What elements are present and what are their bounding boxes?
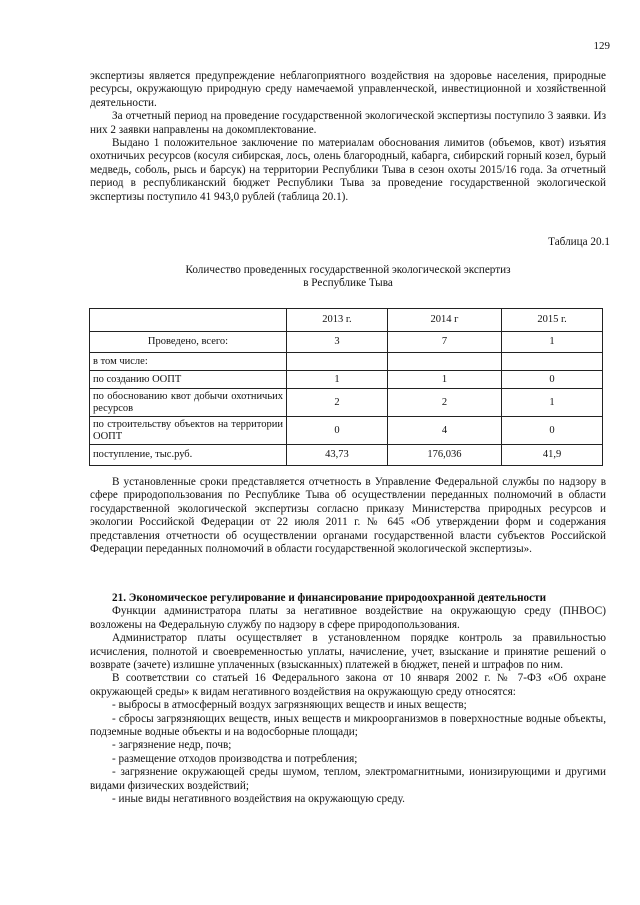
cell: 176,036: [387, 445, 501, 466]
cell: 2: [387, 389, 501, 417]
list-item: - размещение отходов производства и потребления;: [112, 752, 358, 765]
cell: 43,73: [287, 445, 388, 466]
header-cell: 2014 г: [387, 309, 501, 332]
row-label: поступление, тыс.руб.: [90, 445, 287, 466]
reporting-text: [90, 476, 606, 556]
row-label: по строительству объектов на территории ООПТ: [90, 417, 287, 445]
expertise-table: [89, 308, 603, 466]
list-item: - загрязнение окружающей среды шумом, теплом, электромагнитными, ионизирующими и другими видами физических воздействий;: [90, 766, 606, 792]
header-cell: 2013 г.: [287, 309, 388, 332]
paragraph: За отчетный период на проведение государственной экологической экспертизы поступило 3 заявки. Из них 2 заявки направлены на докомплектование.: [90, 110, 606, 136]
intro-text: [90, 70, 606, 204]
cell: 0: [502, 417, 603, 445]
table-header-row: [90, 309, 603, 332]
paragraph: Администратор платы осуществляет в установленном порядке контроль за правильностью исчисления, полнотой и своевременностью уплаты, начисление, учет, взыскание и принятие решений о возврате (зачете) излишне уплаченных (взысканных) платежей в бюджет, пеней и штрафов по ним.: [90, 632, 606, 672]
table-number: Таблица 20.1: [548, 236, 610, 248]
table-row: [90, 353, 603, 371]
table-row: [90, 389, 603, 417]
cell: 7: [387, 332, 501, 353]
row-label: в том числе:: [90, 353, 287, 371]
cell: [387, 353, 501, 371]
list-item: - сбросы загрязняющих веществ, иных веществ и микроорганизмов в поверхностные водные объекты, подземные водные объекты и на водосборные площади;: [90, 712, 606, 739]
row-label: по обоснованию квот добычи охотничьих ресурсов: [90, 389, 287, 417]
list-item: - выбросы в атмосферный воздух загрязняющих веществ и иных веществ;: [112, 699, 467, 712]
cell: 4: [387, 417, 501, 445]
cell: 1: [502, 389, 603, 417]
cell: 1: [387, 371, 501, 389]
paragraph: В установленные сроки представляется отчетность в Управление Федеральной службы по надзору в сфере природопользования по Республике Тыва об осуществлении переданных полномочий в области государственной экологической экспертизы согласно приказу Министерства природных ресурсов и экологии Российской Федерации от 22 июля 2011 г. № 645 «Об утверждении форм и содержания представления отчетности об осуществлении органами государственной власти субъектов Российской Федерации переданных полномочий в области государственной экологической экспертизы».: [90, 476, 606, 556]
row-label: Проведено, всего:: [90, 332, 287, 353]
table-row: [90, 371, 603, 389]
header-cell: 2015 г.: [502, 309, 603, 332]
list-item: - иные виды негативного воздействия на окружающую среду.: [112, 793, 405, 806]
section-21: [90, 592, 606, 807]
cell: 41,9: [502, 445, 603, 466]
section-heading: 21. Экономическое регулирование и финансирование природоохранной деятельности: [112, 592, 547, 604]
table-caption-line: Количество проведенных государственной экологической экспертиз: [185, 264, 511, 276]
table-caption: [90, 264, 606, 291]
cell: 0: [287, 417, 388, 445]
paragraph: Выдано 1 положительное заключение по материалам обоснования лимитов (объемов, квот) изъятия охотничьих ресурсов (косуля сибирская, лось, олень благородный, кабарга, сибирский горный козел, бурый медведь, соболь, рысь и барсук) на территории Республики Тыва в сезон охоты 2015/16 года. За отчетный период в республиканский бюджет Республики Тыва за проведение государственной экологической экспертизы поступило 41 943,0 рублей (таблица 20.1).: [90, 137, 606, 203]
cell: 1: [287, 371, 388, 389]
cell: [287, 353, 388, 371]
cell: 0: [502, 371, 603, 389]
cell: 3: [287, 332, 388, 353]
header-cell: [90, 309, 287, 332]
row-label: по созданию ООПТ: [90, 371, 287, 389]
page-number: 129: [593, 40, 610, 52]
paragraph: В соответствии со статьей 16 Федерального закона от 10 января 2002 г. № 7-ФЗ «Об охране окружающей среды» к видам негативного воздействия на окружающую среду относятся:: [90, 672, 606, 698]
cell: 2: [287, 389, 388, 417]
paragraph: Функции администратора платы за негативное воздействие на окружающую среду (ПНВОС) возложены на Федеральную службу по надзору в сфере природопользования.: [90, 605, 606, 631]
table-caption-line: в Республике Тыва: [303, 277, 393, 290]
table-row: [90, 332, 603, 353]
list-item: - загрязнение недр, почв;: [112, 739, 232, 752]
cell: 1: [502, 332, 603, 353]
paragraph: экспертизы является предупреждение неблагоприятного воздействия на здоровье населения, природные ресурсы, окружающую природную среду намечаемой управленческой, инвестиционной и хозяйственной деятельности.: [90, 70, 606, 109]
table-row: [90, 445, 603, 466]
cell: [502, 353, 603, 371]
table-row: [90, 417, 603, 445]
